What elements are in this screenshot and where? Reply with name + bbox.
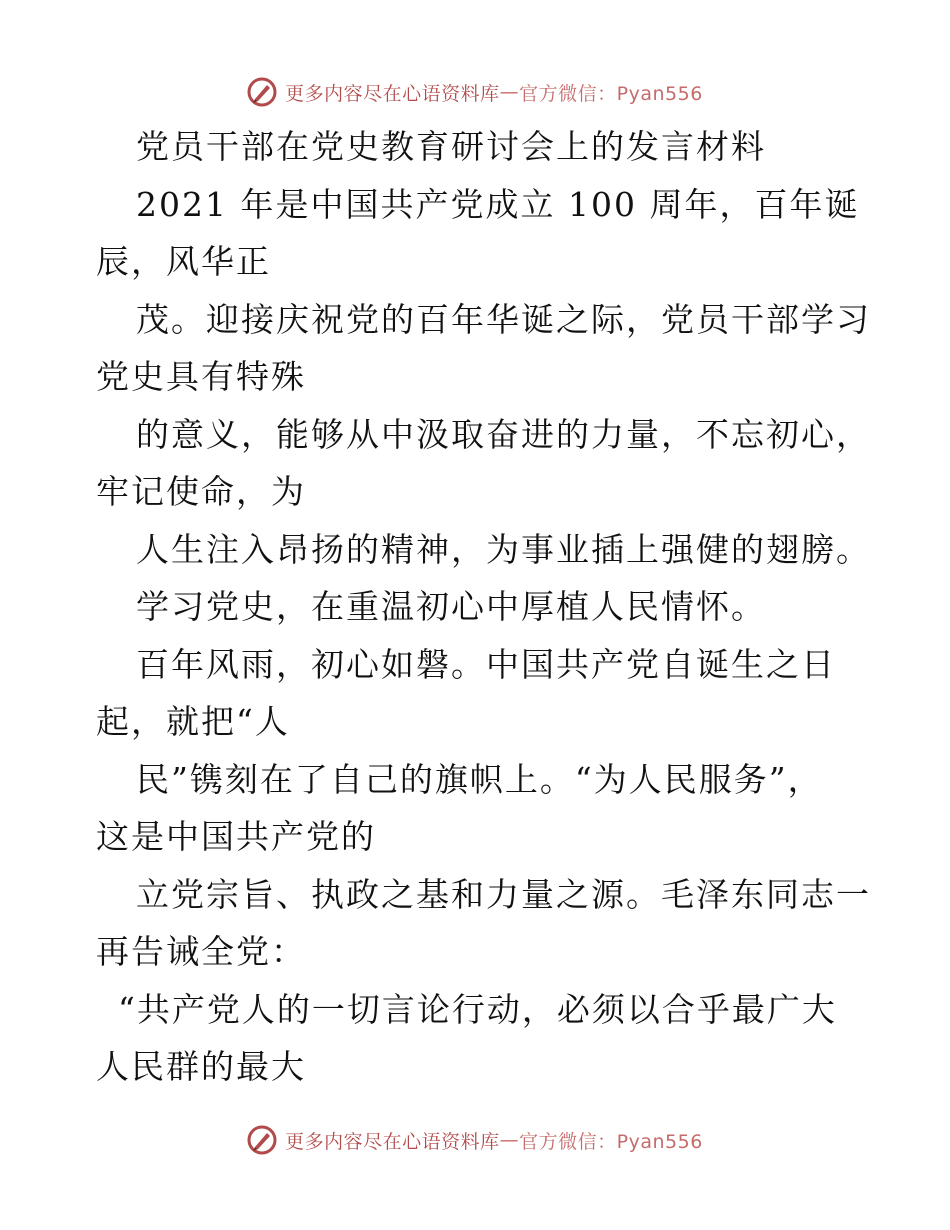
header-banner (0, 72, 950, 112)
paragraph-line: 牢记使命，为 (96, 472, 306, 511)
quill-logo-icon (247, 77, 277, 107)
footer-banner (0, 1120, 950, 1160)
document-title: 党员干部在党史教育研讨会上的发言材料 (136, 127, 766, 166)
paragraph-line: 人生注入昂扬的精神，为事业插上强健的翅膀。 (136, 529, 871, 569)
section-heading: 学习党史，在重温初心中厚植人民情怀。 (136, 587, 766, 626)
paragraph-line: 辰，风华正 (96, 242, 271, 281)
footer-separator: — (499, 1129, 520, 1151)
paragraph-line: 人民群的最大 (96, 1047, 306, 1086)
quill-logo-icon (247, 1125, 277, 1155)
paragraph-line: 这是中国共产党的 (96, 817, 376, 856)
footer-brand-text: 更多内容尽在心语资料库 (285, 1130, 500, 1153)
paragraph-line: 2021 年是中国共产党成立 100 周年，百年诞 (136, 184, 860, 224)
paragraph-line: 的意义，能够从中汲取奋进的力量，不忘初心， (136, 414, 871, 454)
paragraph-line: 起，就把“人 (96, 702, 290, 741)
document-body (96, 118, 871, 1096)
header-brand-text: 更多内容尽在心语资料库 (285, 82, 500, 105)
paragraph-line: 百年风雨，初心如磐。中国共产党自诞生之日 (136, 644, 836, 684)
paragraph-line: 党史具有特殊 (96, 357, 306, 396)
footer-wechat-text: 官方微信：Pyan556 (519, 1130, 703, 1153)
quote-line: “共产党人的一切言论行动，必须以合乎最广大 (118, 989, 837, 1029)
header-separator: — (499, 81, 520, 103)
paragraph-line: 民”镌刻在了自己的旗帜上。“为人民服务”， (136, 759, 823, 799)
header-wechat-text: 官方微信：Pyan556 (519, 82, 703, 105)
paragraph-line: 再告诫全党： (96, 932, 306, 971)
paragraph-line: 立党宗旨、执政之基和力量之源。毛泽东同志一 (136, 874, 871, 914)
paragraph-line: 茂。迎接庆祝党的百年华诞之际，党员干部学习 (136, 299, 871, 339)
